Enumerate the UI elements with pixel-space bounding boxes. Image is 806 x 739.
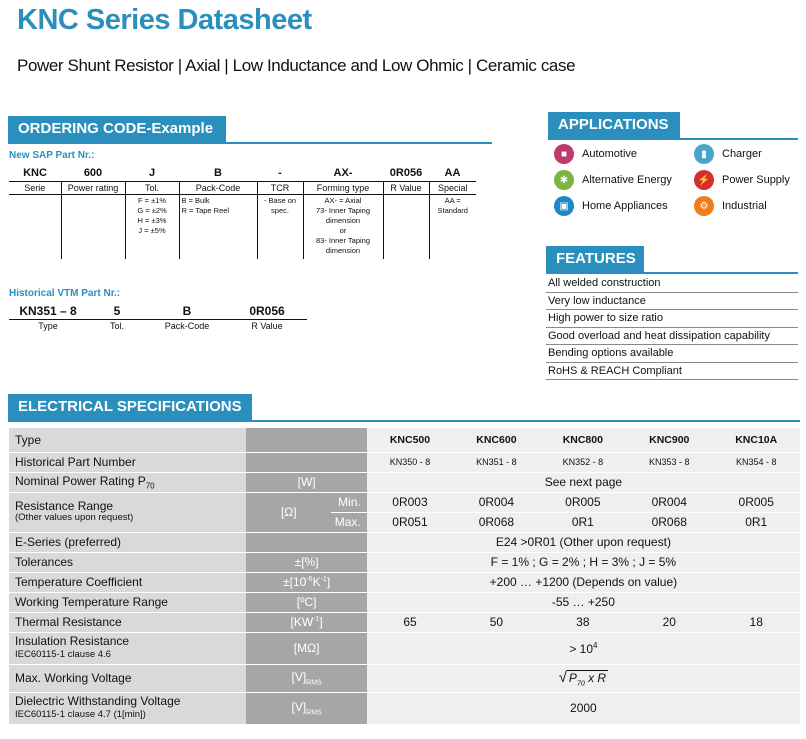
row-label-working-temp: Working Temperature Range <box>9 592 246 612</box>
header-tcr: TCR <box>257 182 303 195</box>
header-tol: Tol. <box>125 182 179 195</box>
res-max-label: Max. <box>331 512 367 532</box>
desc-tcr-line: spec. <box>271 206 289 215</box>
tc-value: +200 … +1200 (Depends on value) <box>367 572 800 592</box>
desc-tcr <box>257 195 303 259</box>
app-alternative-energy <box>554 170 694 190</box>
unit-thermal <box>246 612 366 632</box>
feature-item: RoHS & REACH Compliant <box>546 363 798 381</box>
plug-icon: ⚡ <box>694 170 714 190</box>
hist-code-pack: B <box>182 304 192 318</box>
row-label-tc: Temperature Coefficient <box>9 572 246 592</box>
dielectric-value: 2000 <box>367 692 800 724</box>
unit-resistance: [Ω] <box>246 492 331 532</box>
unit-working-temp: [ºC] <box>246 592 366 612</box>
ordering-code-table <box>9 166 476 259</box>
dielectric-label: Dielectric Withstanding Voltage <box>15 694 181 708</box>
res-max-cell: 0R068 <box>626 512 712 532</box>
mwv-formula <box>567 670 608 688</box>
tc-unit-close: ] <box>326 575 331 589</box>
hist-header-rvalue: R Value <box>227 320 307 333</box>
features-list <box>546 275 798 380</box>
header-forming: Forming type <box>303 182 383 195</box>
resistance-label: Resistance Range <box>15 499 114 513</box>
tc-unit-sup2: -1 <box>320 576 327 583</box>
desc-rvalue <box>383 195 429 259</box>
code-tcr: - <box>278 167 282 179</box>
header-pack: Pack-Code <box>179 182 257 195</box>
app-label: Charger <box>722 148 762 160</box>
header-serie: Serie <box>9 182 61 195</box>
car-icon: ■ <box>554 144 574 164</box>
type-cell: KNC500 <box>367 428 453 452</box>
code-rvalue: 0R056 <box>389 167 423 179</box>
row-label-max-voltage: Max. Working Voltage <box>9 664 246 692</box>
applications-section <box>548 112 798 140</box>
electrical-section <box>8 394 800 422</box>
mwv-unit-text: [V] <box>291 669 307 684</box>
unit-tolerances: ±[%] <box>246 552 366 572</box>
res-max-cell: 0R1 <box>712 512 800 532</box>
row-label-eseries: E-Series (preferred) <box>9 532 246 552</box>
res-max-cell: 0R068 <box>453 512 539 532</box>
desc-power <box>61 195 125 259</box>
app-label: Automotive <box>582 148 638 160</box>
res-min-label: Min. <box>331 492 367 512</box>
mwv-formula-sub: 70 <box>576 680 585 688</box>
app-industrial <box>694 196 804 216</box>
row-label-tolerances: Tolerances <box>9 552 246 572</box>
desc-serie <box>9 195 61 259</box>
res-max-cell: 0R1 <box>540 512 626 532</box>
dwv-unit-sub: RMS <box>306 709 322 717</box>
row-label-power <box>9 472 246 492</box>
historical-cell: KN351 - 8 <box>453 452 539 472</box>
feature-item: Very low inductance <box>546 293 798 311</box>
code-power: 600 <box>83 167 103 179</box>
electrical-title: ELECTRICAL SPECIFICATIONS <box>8 394 252 420</box>
insulation-value-sup: 4 <box>593 640 598 650</box>
page-title: KNC Series Datasheet <box>17 4 312 36</box>
resistance-note: (Other values upon request) <box>15 512 134 523</box>
desc-pack-line: B = Bulk <box>181 196 210 205</box>
gear-icon: ⚙ <box>694 196 714 216</box>
desc-tol-line: H = ±3% <box>137 216 167 225</box>
res-min-cell: 0R003 <box>367 492 453 512</box>
dielectric-note: IEC60115-1 clause 4.7 (1[min]) <box>15 709 146 720</box>
unit-power: [W] <box>246 472 366 492</box>
historical-cell: KN350 - 8 <box>367 452 453 472</box>
type-cell: KNC10A <box>712 428 800 452</box>
desc-tcr-line: - Base on <box>263 196 297 205</box>
desc-forming-line: dimension <box>325 216 361 225</box>
insulation-note: IEC60115-1 clause 4.6 <box>15 649 111 660</box>
tc-unit-text: ±[10 <box>283 575 307 589</box>
thermal-cell: 18 <box>712 612 800 632</box>
res-min-cell: 0R005 <box>712 492 800 512</box>
historical-cell: KN354 - 8 <box>712 452 800 472</box>
res-min-cell: 0R004 <box>453 492 539 512</box>
unit-tc <box>246 572 366 592</box>
hist-code-type: KN351 – 8 <box>19 304 77 318</box>
code-pack: B <box>214 167 222 179</box>
desc-forming-line: or <box>339 226 347 235</box>
feature-item: Good overload and heat dissipation capability <box>546 328 798 346</box>
historical-label: Historical VTM Part Nr.: <box>9 288 121 299</box>
desc-special <box>429 195 476 259</box>
app-home-appliances <box>554 196 694 216</box>
features-divider <box>546 272 798 274</box>
unit-empty <box>246 428 366 452</box>
electrical-divider <box>8 420 800 422</box>
sqrt-icon: √ <box>558 668 567 686</box>
desc-special-line: Standard <box>437 206 468 215</box>
power-label-text: Nominal Power Rating P <box>15 473 146 488</box>
desc-tol-line: G = ±2% <box>137 206 167 215</box>
wind-turbine-icon: ✱ <box>554 170 574 190</box>
desc-pack-line: R = Tape Reel <box>181 206 230 215</box>
page-subtitle: Power Shunt Resistor | Axial | Low Inductance and Low Ohmic | Ceramic case <box>17 56 576 75</box>
dwv-unit-text: [V] <box>291 699 307 714</box>
header-special: Special <box>429 182 476 195</box>
code-serie: KNC <box>23 167 47 179</box>
max-voltage-value <box>367 664 800 692</box>
row-label-type: Type <box>9 428 246 452</box>
feature-item: Bending options available <box>546 345 798 363</box>
code-special: AA <box>444 167 461 179</box>
applications-divider <box>548 138 798 140</box>
app-charger <box>694 144 804 164</box>
insulation-value-text: > 10 <box>569 641 594 656</box>
desc-forming-line: 83- Inner Taping <box>315 236 371 245</box>
applications-list <box>554 144 804 216</box>
header-rvalue: R Value <box>383 182 429 195</box>
header-power: Power rating <box>61 182 125 195</box>
unit-max-voltage <box>246 664 366 692</box>
desc-pack <box>179 195 257 259</box>
app-automotive <box>554 144 694 164</box>
res-max-cell: 0R051 <box>367 512 453 532</box>
thermal-unit-close: ] <box>319 615 323 629</box>
thermal-cell: 20 <box>626 612 712 632</box>
tv-icon: ▣ <box>554 196 574 216</box>
code-forming: AX- <box>333 167 353 179</box>
features-title: FEATURES <box>546 246 644 272</box>
mwv-formula-x: x R <box>584 670 607 685</box>
features-section <box>546 246 798 380</box>
desc-forming <box>303 195 383 259</box>
hist-code-tol: 5 <box>113 304 121 318</box>
desc-tol-line: F = ±1% <box>137 196 167 205</box>
insulation-value <box>367 632 800 664</box>
working-temp-value: -55 … +250 <box>367 592 800 612</box>
mwv-unit-sub: RMS <box>306 679 322 687</box>
sap-label: New SAP Part Nr.: <box>9 150 95 161</box>
desc-forming-line: 73- Inner Taping <box>315 206 371 215</box>
unit-empty <box>246 452 366 472</box>
applications-title: APPLICATIONS <box>548 112 680 138</box>
insulation-label: Insulation Resistance <box>15 634 130 648</box>
type-cell: KNC900 <box>626 428 712 452</box>
unit-dielectric <box>246 692 366 724</box>
thermal-cell: 65 <box>367 612 453 632</box>
desc-special-line: AA = <box>444 196 461 205</box>
desc-tol <box>125 195 179 259</box>
desc-forming-line: dimension <box>325 246 361 255</box>
thermal-unit-sup: -1 <box>313 616 320 623</box>
app-label: Home Appliances <box>582 200 668 212</box>
type-cell: KNC800 <box>540 428 626 452</box>
power-value: See next page <box>367 472 800 492</box>
row-label-insulation <box>9 632 246 664</box>
app-label: Alternative Energy <box>582 174 672 186</box>
battery-icon: ▮ <box>694 144 714 164</box>
res-min-cell: 0R004 <box>626 492 712 512</box>
eseries-value: E24 >0R01 (Other upon request) <box>367 532 800 552</box>
hist-header-tol: Tol. <box>87 320 147 333</box>
desc-tol-line: J = ±5% <box>138 226 166 235</box>
res-min-cell: 0R005 <box>540 492 626 512</box>
tolerances-value: F = 1% ; G = 2% ; H = 3% ; J = 5% <box>367 552 800 572</box>
code-tol: J <box>148 167 156 179</box>
thermal-unit-text: [KW <box>290 615 314 629</box>
hist-code-rvalue: 0R056 <box>249 304 285 318</box>
feature-item: High power to size ratio <box>546 310 798 328</box>
tc-unit-sup: -6 <box>306 576 313 583</box>
app-label: Power Supply <box>722 174 790 186</box>
hist-header-pack: Pack-Code <box>147 320 227 333</box>
historical-code-table <box>9 303 307 332</box>
power-label-sub: 70 <box>145 481 155 491</box>
mwv-formula-p: P <box>568 670 577 685</box>
historical-cell: KN353 - 8 <box>626 452 712 472</box>
row-label-resistance <box>9 492 246 532</box>
unit-empty <box>246 532 366 552</box>
desc-forming-line: AX- = Axial <box>324 196 362 205</box>
app-power-supply <box>694 170 804 190</box>
ordering-section-title: ORDERING CODE-Example <box>8 116 226 142</box>
row-label-dielectric <box>9 692 246 724</box>
electrical-spec-table <box>9 428 800 725</box>
thermal-cell: 38 <box>540 612 626 632</box>
thermal-cell: 50 <box>453 612 539 632</box>
historical-cell: KN352 - 8 <box>540 452 626 472</box>
row-label-thermal: Thermal Resistance <box>9 612 246 632</box>
row-label-historical: Historical Part Number <box>9 452 246 472</box>
unit-insulation: [MΩ] <box>246 632 366 664</box>
ordering-section <box>8 116 492 144</box>
tc-unit-k: K <box>312 575 321 589</box>
type-cell: KNC600 <box>453 428 539 452</box>
feature-item: All welded construction <box>546 275 798 293</box>
hist-header-type: Type <box>9 320 87 333</box>
app-label: Industrial <box>722 200 767 212</box>
ordering-divider <box>8 142 492 144</box>
